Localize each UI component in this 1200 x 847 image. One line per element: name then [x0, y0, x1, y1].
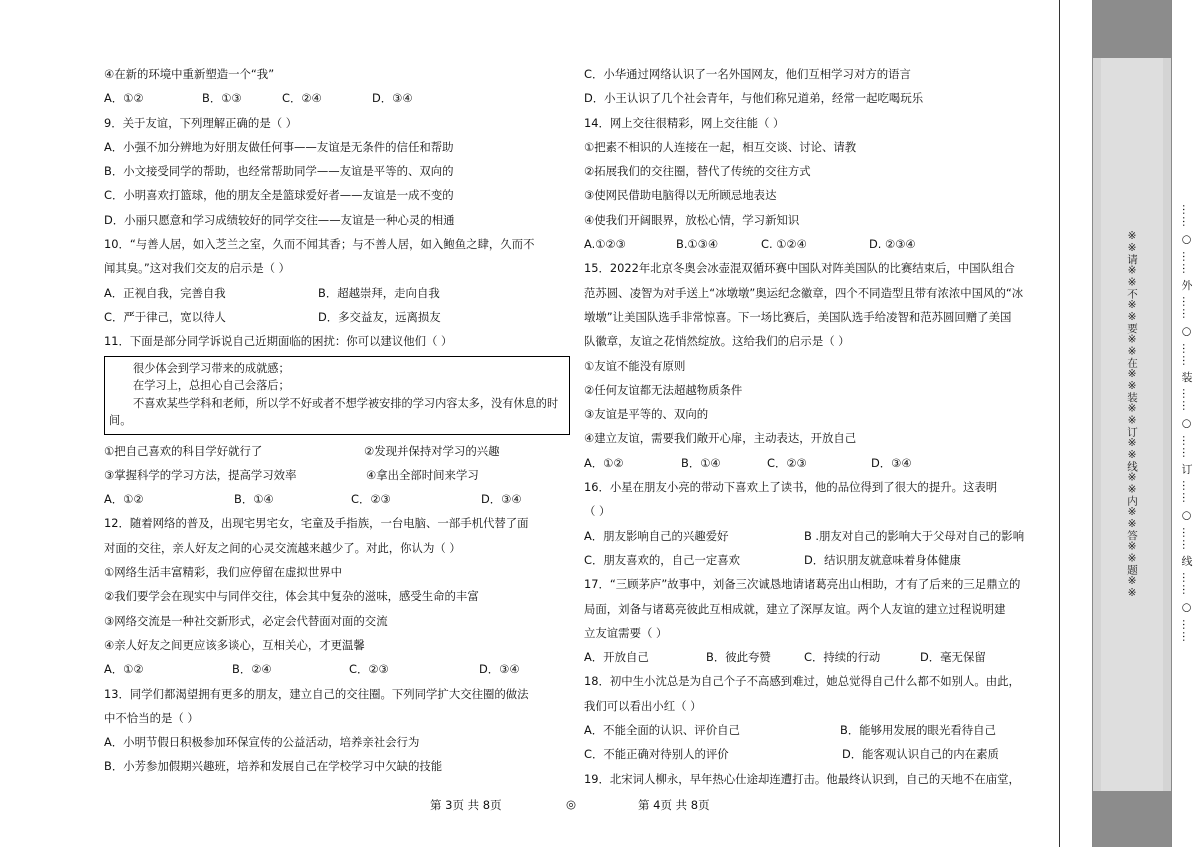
text-line: ③网络交流是一种社交新形式，必定会代替面对面的交流	[104, 613, 388, 628]
options-row	[584, 645, 1046, 669]
text-line: ②拓展我们的交往圈，替代了传统的交往方式	[584, 164, 811, 179]
text-line: D．小丽只愿意和学习成绩较好的同学交往——友谊是一种心灵的相通	[104, 212, 455, 227]
answer-option: A．①②	[584, 455, 624, 470]
answer-option: C．严于律己，宽以待人	[104, 309, 226, 324]
text-line: ②任何友谊都无法超越物质条件	[584, 382, 743, 397]
text-line: ①把素不相识的人连接在一起，相互交谈、讨论、请教	[584, 139, 857, 154]
answer-option: B．能够用发展的眼光看待自己	[840, 723, 996, 738]
text-line: B．小芳参加假期兴趣班，培养和发展自己在学校学习中欠缺的技能	[104, 759, 443, 774]
text-line: 闻其臭。”这对我们交友的启示是（ ）	[104, 261, 291, 276]
center-mark: ◎	[566, 797, 577, 811]
answer-option: C．②③	[351, 492, 391, 507]
quote-box	[104, 356, 570, 435]
text-line: D．小王认识了几个社会青年，与他们称兄道弟，经常一起吃喝玩乐	[584, 91, 924, 106]
text-line: ①友谊不能没有原则	[584, 358, 686, 373]
binding-margin-top-block	[1093, 0, 1171, 58]
options-row	[104, 281, 570, 305]
answer-option: C. ①②④	[761, 237, 807, 252]
answer-option: D. ②③④	[869, 237, 916, 252]
text-line: 13．同学们都渴望拥有更多的朋友，建立自己的交往圈。下列同学扩大交往圈的做法	[104, 686, 529, 701]
text-line: 中不恰当的是（ ）	[104, 710, 199, 725]
quote-line: 不喜欢某些学科和老师，所以学不好或者不想学被安排的学习内容太多，没有休息的时间。	[109, 396, 559, 428]
options-row	[104, 657, 570, 681]
answer-option: D．③④	[871, 455, 912, 470]
options-row	[584, 718, 1046, 742]
answer-option: B．超越崇拜，走向自我	[318, 285, 440, 300]
answer-option: B．①④	[681, 455, 721, 470]
text-line: ④在新的环境中重新塑造一个“我”	[104, 67, 275, 81]
text-line: 12．随着网络的普及，出现宅男宅女，宅童及手指族，一台电脑、一部手机代替了面	[104, 516, 529, 531]
answer-option: C．②④	[282, 91, 322, 106]
answer-option: D．③④	[479, 662, 520, 677]
options-row	[584, 524, 1046, 548]
answer-option: ③掌握科学的学习方法，提高学习效率	[104, 467, 297, 482]
text-line: 18．初中生小沈总是为自己个子不高感到难过，她总觉得自己什么都不如别人。由此，	[584, 674, 1020, 689]
options-row	[104, 487, 570, 511]
text-line: ②我们要学会在现实中与同伴交往，体会其中复杂的滋味，感受生命的丰富	[104, 589, 479, 604]
answer-option: B .朋友对自己的影响大于父母对自己的影响	[804, 528, 1025, 543]
answer-option: C．②③	[349, 662, 389, 677]
text-line: ③友谊是平等的、双向的	[584, 407, 709, 422]
answer-option: A．正视自我，完善自我	[104, 285, 226, 300]
answer-option: B．②④	[232, 662, 272, 677]
text-line: 10．“与善人居，如入芝兰之室，久而不闻其香；与不善人居，如入鲍鱼之肆，久而不	[104, 237, 535, 252]
answer-option: ①把自己喜欢的科目学好就行了	[104, 443, 263, 458]
text-line: 16．小星在朋友小亮的带动下喜欢上了读书，他的品位得到了很大的提升。这表明	[584, 480, 998, 495]
text-line: 我们可以看出小红（ ）	[584, 698, 702, 713]
answer-option: A．①②	[104, 492, 144, 507]
left-column	[104, 62, 570, 779]
answer-option: D．结识朋友就意味着身体健康	[804, 552, 961, 567]
text-line: 9．关于友谊，下列理解正确的是（ ）	[104, 115, 298, 130]
answer-option: B.①③④	[676, 237, 719, 252]
text-line: 15．2022年北京冬奥会冰壶混双循环赛中国队对阵美国队的比赛结束后，中国队组合	[584, 261, 1015, 276]
answer-option: B．①③	[202, 91, 242, 106]
text-line: C．小明喜欢打篮球，他的朋友全是篮球爱好者——友谊是一成不变的	[104, 188, 454, 203]
no-answer-warning: ※※请※※不※※要※※在※※装※※订※※线※※内※※答※※题※※	[1126, 230, 1138, 599]
answer-option: C．不能正确对待别人的评价	[584, 747, 729, 762]
answer-option: D．毫无保留	[920, 650, 986, 665]
text-line: 墩墩”让美国队选手非常惊喜。下一场比赛后，美国队选手给凌智和范苏圆回赠了美国	[584, 309, 1012, 324]
options-row	[584, 451, 1046, 475]
right-column	[584, 62, 1046, 791]
answer-option: A．①②	[104, 662, 144, 677]
answer-option: ④拿出全部时间来学习	[366, 467, 479, 482]
binding-line: …… ○ …… 外 …… ○ …… 装 …… ○ …… 订 …… ○ …… 线 …… ○ ……	[1180, 204, 1193, 643]
text-line: 17．“三顾茅庐”故事中，刘备三次诚恳地请诸葛亮出山相助，才有了后来的三足鼎立的	[584, 577, 1021, 592]
text-line: 对面的交往，亲人好友之间的心灵交流越来越少了。对此，你认为（ ）	[104, 540, 461, 555]
text-line: 11．下面是部分同学诉说自己近期面临的困扰：你可以建议他们（ ）	[104, 334, 453, 349]
options-row	[584, 548, 1046, 572]
answer-option: A．朋友影响自己的兴趣爱好	[584, 528, 729, 543]
right-page-number: 第 4页 共 8页	[638, 798, 710, 812]
options-row	[584, 232, 1046, 256]
answer-option: A．不能全面的认识、评价自己	[584, 723, 740, 738]
answer-option: D．③④	[372, 91, 413, 106]
text-line: ③使网民借助电脑得以无所顾忌地表达	[584, 188, 777, 203]
answer-option: B．①④	[234, 492, 274, 507]
options-row	[584, 742, 1046, 766]
answer-option: C．②③	[767, 455, 807, 470]
text-line: A．小明节假日积极参加环保宣传的公益活动，培养亲社会行为	[104, 735, 420, 750]
answer-option: C．朋友喜欢的，自己一定喜欢	[584, 552, 741, 567]
options-row	[104, 305, 570, 329]
answer-option: C．持续的行动	[804, 650, 881, 665]
left-page-number: 第 3页 共 8页	[430, 798, 502, 812]
answer-option: A.①②③	[584, 237, 626, 252]
text-line: ①网络生活丰富精彩，我们应停留在虚拟世界中	[104, 565, 343, 580]
text-line: B．小文接受同学的帮助，也经常帮助同学——友谊是平等的、双向的	[104, 164, 454, 179]
answer-option: D．多交益友，远离损友	[318, 309, 441, 324]
text-line: 立友谊需要（ ）	[584, 625, 668, 640]
page-edge-line	[1059, 0, 1060, 847]
options-row	[104, 463, 570, 487]
answer-option: D．③④	[481, 492, 522, 507]
text-line: 范苏圆、凌智为对手送上“冰墩墩”奥运纪念徽章，四个不同造型且带有浓浓中国风的“冰	[584, 285, 1024, 300]
text-line: （ ）	[584, 504, 611, 519]
text-line: A．小强不加分辨地为好朋友做任何事——友谊是无条件的信任和帮助	[104, 139, 454, 154]
text-line: 14．网上交往很精彩，网上交往能（ ）	[584, 115, 785, 130]
answer-option: A．①②	[104, 91, 144, 106]
options-row	[104, 439, 570, 463]
text-line: 队徽章，友谊之花悄然绽放。这给我们的启示是（ ）	[584, 334, 850, 349]
quote-line: 在学习上，总担心自己会落后；	[133, 379, 290, 393]
answer-option: A．开放自己	[584, 650, 649, 665]
answer-option: D．能客观认识自己的内在素质	[842, 747, 999, 762]
text-line: ④亲人好友之间更应该多谈心，互相关心，才更温馨	[104, 637, 365, 652]
text-line: ④使我们开阔眼界，放松心情，学习新知识	[584, 212, 800, 227]
answer-option: B．彼此夸赞	[706, 650, 771, 665]
text-line: 局面，刘备与诸葛亮彼此互相成就，建立了深厚友谊。两个人友谊的建立过程说明建	[584, 601, 1006, 616]
options-row	[104, 86, 570, 110]
quote-line: 很少体会到学习带来的成就感；	[133, 361, 290, 375]
answer-option: ②发现并保持对学习的兴趣	[364, 443, 500, 458]
binding-margin-bottom-block	[1093, 791, 1171, 847]
text-line: C．小华通过网络认识了一名外国网友，他们互相学习对方的语言	[584, 67, 911, 81]
text-line: 19．北宋词人柳永，早年热心仕途却连遭打击。他最终认识到，自己的天地不在庙堂，	[584, 771, 1020, 786]
text-line: ④建立友谊，需要我们敞开心扉，主动表达，开放自己	[584, 431, 857, 446]
